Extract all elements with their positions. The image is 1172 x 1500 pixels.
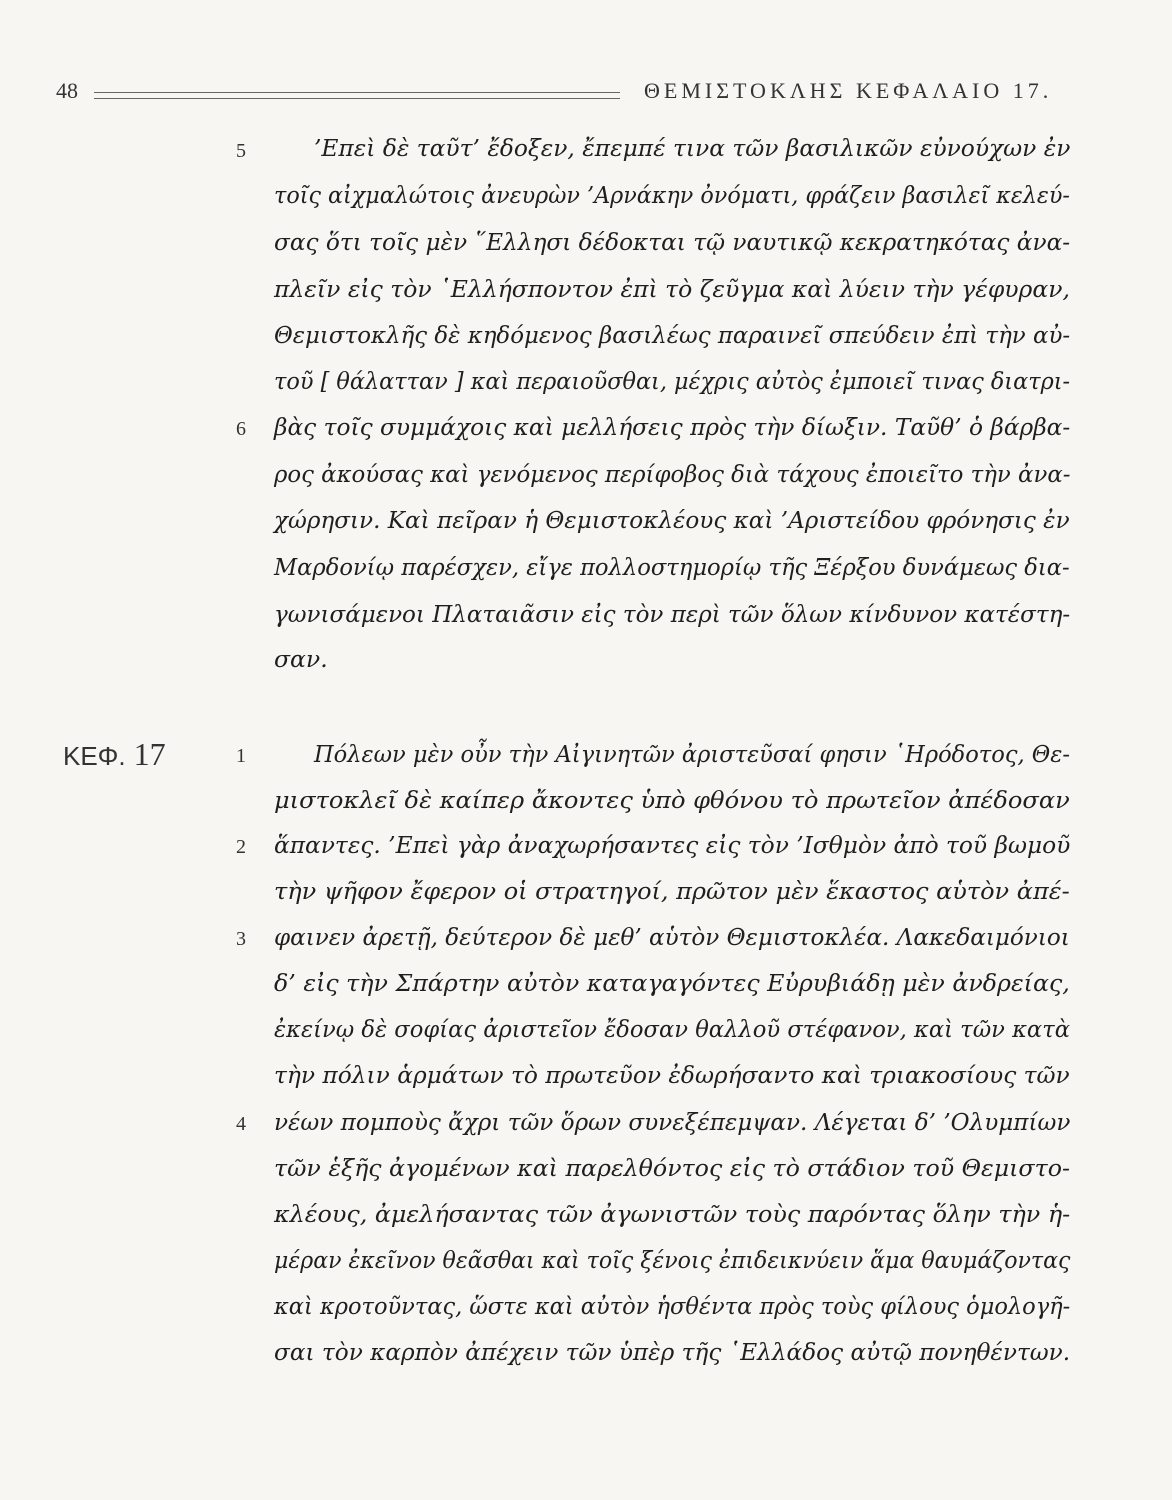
- running-header: [56, 74, 1116, 108]
- section-number: 1: [236, 745, 246, 767]
- section-number: 6: [236, 418, 246, 440]
- text-line: Μαρδονίῳ παρέσχεν, εἴγε πολλοστημορίῳ τῆς Ξέρξου δυνάμεως δια-: [274, 553, 1070, 581]
- text-line: ἅπαντες. ’Επεὶ γὰρ ἀναχωρήσαντες εἰς τὸν ’Ισθμὸν ἀπὸ τοῦ βωμοῦ: [274, 831, 1071, 859]
- text-line: τὴν πόλιν ἁρμάτων τὸ πρωτεῦον ἐδωρήσαντο καὶ τριακοσίους τῶν: [274, 1061, 1070, 1089]
- text-line: νέων πομποὺς ἄχρι τῶν ὅρων συνεξέπεμψαν. Λέγεται δ’ ’Ολυμπίων: [274, 1108, 1071, 1136]
- text-line: μιστοκλεῖ δὲ καίπερ ἄκοντες ὑπὸ φθόνου τὸ πρωτεῖον ἀπέδοσαν: [274, 786, 1070, 814]
- chapter-number: 17: [133, 736, 166, 772]
- text-line: Πόλεων μὲν οὖν τὴν Αἰγινητῶν ἀριστεῦσαί φησιν ῾Ηρόδοτος, Θε-: [314, 740, 1071, 768]
- header-double-rule: [94, 92, 620, 99]
- text-line: σαι τὸν καρπὸν ἀπέχειν τῶν ὑπὲρ τῆς ῾Ελλάδος αὐτῷ πονηθέντων.: [274, 1338, 1071, 1366]
- section-number: 4: [236, 1113, 246, 1135]
- text-line: κλέους, ἀμελήσαντας τῶν ἀγωνιστῶν τοὺς παρόντας ὅλην τὴν ἡ-: [274, 1200, 1071, 1228]
- page-number: 48: [56, 78, 78, 103]
- text-line: σαν.: [274, 645, 328, 673]
- running-title: ΘΕΜΙΣΤΟΚΛΗΣ ΚΕΦΑΛΑΙΟ 17.: [644, 78, 1053, 103]
- text-line: χώρησιν. Καὶ πεῖραν ἡ Θεμιστοκλέους καὶ ’Αριστείδου φρόνησις ἐν: [274, 506, 1070, 534]
- text-line: τῶν ἑξῆς ἀγομένων καὶ παρελθόντος εἰς τὸ στάδιον τοῦ Θεμιστο-: [274, 1154, 1070, 1182]
- text-line: Θεμιστοκλῆς δὲ κηδόμενος βασιλέως παραινεῖ σπεύδειν ἐπὶ τὴν αὐ-: [274, 321, 1071, 349]
- text-line: τὴν ψῆφον ἔφερον οἱ στρατηγοί, πρῶτον μὲν ἕκαστος αὑτὸν ἀπέ-: [274, 877, 1070, 905]
- text-line: τοῖς αἰχμαλώτοις ἀνευρὼν ’Αρνάκην ὀνόματι, φράζειν βασιλεῖ κελεύ-: [274, 181, 1070, 209]
- section-number: 3: [236, 928, 246, 950]
- text-line: ρος ἀκούσας καὶ γενόμενος περίφοβος διὰ τάχους ἐποιεῖτο τὴν ἀνα-: [274, 460, 1071, 488]
- text-line: ’Επεὶ δὲ ταῦτ’ ἔδοξεν, ἔπεμπέ τινα τῶν βασιλικῶν εὐνούχων ἐν: [314, 134, 1071, 162]
- chapter-heading: [63, 736, 166, 773]
- text-line: σας ὅτι τοῖς μὲν ῞Ελλησι δέδοκται τῷ ναυτικῷ κεκρατηκότας ἀνα-: [274, 228, 1071, 256]
- text-line: φαινεν ἀρετῇ, δεύτερον δὲ μεθ’ αὑτὸν Θεμιστοκλέα. Λακεδαιμόνιοι: [274, 923, 1070, 951]
- text-line: πλεῖν εἰς τὸν ῾Ελλήσποντον ἐπὶ τὸ ζεῦγμα καὶ λύειν τὴν γέφυραν,: [274, 275, 1070, 303]
- text-line: τοῦ [ θάλατταν ] καὶ περαιοῦσθαι, μέχρις αὐτὸς ἐμποιεῖ τινας διατρι-: [274, 367, 1071, 395]
- text-line: ἐκείνῳ δὲ σοφίας ἀριστεῖον ἔδοσαν θαλλοῦ στέφανον, καὶ τῶν κατὰ: [274, 1015, 1070, 1043]
- text-line: δ’ εἰς τὴν Σπάρτην αὐτὸν καταγαγόντες Εὐρυβιάδῃ μὲν ἀνδρείας,: [274, 969, 1070, 997]
- text-line: βὰς τοῖς συμμάχοις καὶ μελλήσεις πρὸς τὴν δίωξιν. Ταῦθ’ ὁ βάρβα-: [274, 413, 1071, 441]
- chapter-label: ΚΕΦ.: [63, 741, 126, 771]
- text-line: μέραν ἐκεῖνον θεᾶσθαι καὶ τοῖς ξένοις ἐπιδεικνύειν ἅμα θαυμάζοντας: [274, 1246, 1071, 1274]
- section-number: 2: [236, 836, 246, 858]
- text-line: καὶ κροτοῦντας, ὥστε καὶ αὐτὸν ἡσθέντα πρὸς τοὺς φίλους ὁμολογῆ-: [274, 1292, 1071, 1320]
- text-line: γωνισάμενοι Πλαταιᾶσιν εἰς τὸν περὶ τῶν ὅλων κίνδυνον κατέστη-: [274, 600, 1071, 628]
- section-number: 5: [236, 140, 246, 162]
